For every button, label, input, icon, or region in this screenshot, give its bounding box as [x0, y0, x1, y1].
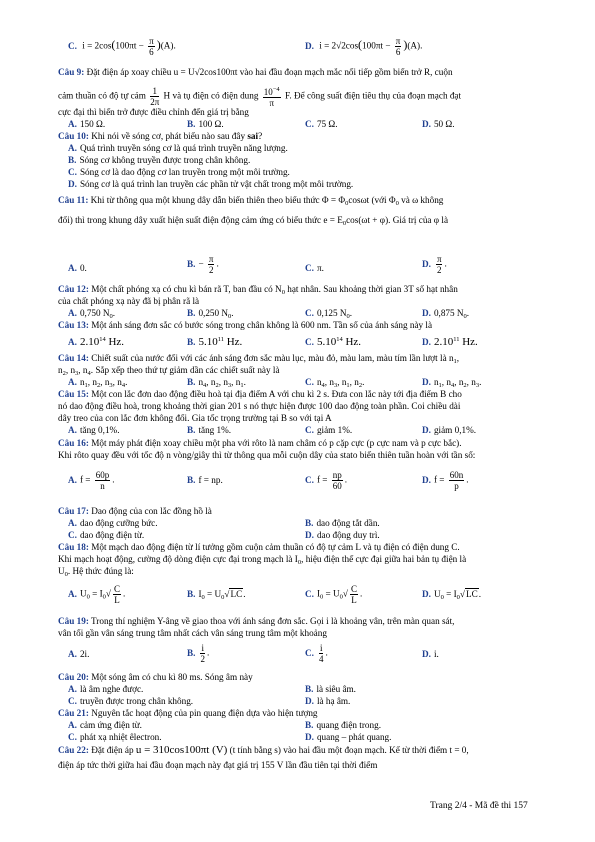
q9-option-d: D. 50 Ω.	[422, 119, 455, 129]
q19-option-c: C. $\frac{i}{4}$ .	[305, 643, 328, 664]
q21-option-a: A. cảm ứng điện từ.	[68, 720, 142, 730]
question-9-line2: cảm thuần có độ tự cảm $\frac{1}{2\pi}$ H và tụ điện có điện dung $\frac{10^{-4}}{\pi}$ F. Để công suất điện tiêu thụ của đoạn mạch đạt	[58, 86, 462, 108]
question-12-line2: của chất phóng xạ này đã bị phân rã là	[58, 296, 200, 306]
q13-option-b: B. 5.10$^{11}$ Hz.	[187, 336, 243, 348]
q11-option-d: D. $\frac{\pi}{2}$ .	[422, 254, 447, 275]
q10-option-d: D. Sóng cơ là quá trình lan truyền các phần tử vật chất trong một môi trường.	[68, 179, 354, 189]
q10-option-c: C. Sóng cơ là dao động cơ lan truyền trong một môi trường.	[68, 167, 290, 177]
question-9: Câu 9: Đặt điện áp xoay chiều u = U√2cos100πt vào hai đầu đoạn mạch mắc nối tiếp gồm biến trở R, cuộn	[58, 67, 453, 77]
q19-option-b: B. $\frac{i}{2}$ .	[187, 643, 210, 664]
question-12: Câu 12: Một chất phóng xạ có chu kì bán rã T, ban đầu có $N_0$ hạt nhân. Sau khoảng thời gian 3T số hạt nhân	[58, 284, 458, 296]
question-18: Câu 18: Một mạch dao động điện từ lí tưởng gồm cuộn cảm thuần có độ tự cảm L và tụ điện có điện dung C.	[58, 542, 460, 552]
q9-option-c: C. 75 Ω.	[305, 119, 338, 129]
q10-option-b: B. Sóng cơ không truyền được trong chân không.	[68, 155, 251, 165]
q14-option-a: A. $n_1$, $n_2$, $n_3$, $n_4$.	[68, 377, 128, 389]
q18-option-a: A. $U_0 = I_0√$ $\frac{C}{L}$ .	[68, 584, 126, 605]
question-15: Câu 15: Một con lắc đơn dao động điều hoà tại địa điểm A với chu kì 2 s. Đưa con lắc này tới địa điểm B cho	[58, 389, 462, 399]
question-20: Câu 20: Một sóng âm có chu kì 80 ms. Sóng âm này	[58, 672, 253, 682]
q21-option-c: C. phát xạ nhiệt êlectron.	[68, 732, 162, 742]
q18-option-b: B. $I_0 = U_0√LC$.	[187, 589, 246, 601]
q16-option-a: A. f = $\frac{60p}{n}$ .	[68, 470, 115, 491]
q11-option-a: A. 0.	[68, 263, 87, 273]
q11-option-b: B. − $\frac{\pi}{2}$ .	[187, 254, 219, 275]
question-9-line3: cực đại thì biến trở được điều chỉnh đến giá trị bằng	[58, 107, 249, 117]
q12-option-d: D. 0,875 $N_0$.	[422, 308, 470, 320]
question-17: Câu 17: Dao động của con lắc đồng hồ là	[58, 506, 212, 516]
q12-option-b: B. 0,250 $N_0$.	[187, 308, 234, 320]
question-14: Câu 14: Chiết suất của nước đối với các ánh sáng đơn sắc màu lục, màu đỏ, màu lam, màu tím lần lượt là $n_1$,	[58, 353, 460, 365]
q20-option-a: A. là âm nghe được.	[68, 684, 144, 694]
question-21: Câu 21: Nguyên tắc hoạt động của pin quang điện dựa vào hiện tượng	[58, 708, 318, 718]
q9-option-a: A. 150 Ω.	[68, 119, 106, 129]
q14-option-c: C. $n_4$, $n_3$, $n_1$, $n_2$.	[305, 377, 365, 389]
question-18-line3: $U_0$. Hệ thức đúng là:	[58, 566, 134, 578]
q14-option-d: D. $n_1$, $n_4$, $n_2$, $n_3$.	[422, 377, 482, 389]
q21-option-d: D. quang – phát quang.	[305, 732, 392, 742]
q18-option-c: C. $I_0 = U_0√$ $\frac{C}{L}$ .	[305, 584, 363, 605]
q18-option-d: D. $U_0 = I_0√LC$.	[422, 589, 482, 601]
q15-option-b: B. tăng 1%.	[187, 425, 232, 435]
question-18-line2: Khi mạch hoạt động, cường độ dòng điện cực đại trong mạch là $I_0$, hiệu điện thế cực đại giữa hai bản tụ điện là	[58, 554, 467, 566]
prev-option-d: D. i = 2√2cos(100πt − $\frac{\pi}{6}$ )(A).	[305, 36, 423, 57]
q20-option-d: D. là hạ âm.	[305, 696, 351, 706]
q10-option-a: A. Quá trình truyền sóng cơ là quá trình truyền năng lượng.	[68, 143, 288, 153]
question-15-line2: nó dao động điều hoà, trong khoảng thời gian 201 s nó thực hiện được 100 dao động toàn phần. Coi chiều dài	[58, 401, 461, 411]
question-22-line2: điện áp tức thời giữa hai đầu đoạn mạch này đạt giá trị 155 V lần đầu tiên tại thời điểm	[58, 760, 378, 770]
q12-option-c: C. 0,125 $N_0$.	[305, 308, 353, 320]
q17-option-d: D. dao động duy trì.	[305, 530, 380, 540]
q13-option-a: A. 2.10$^{14}$ Hz.	[68, 336, 125, 348]
q21-option-b: B. quang điện trong.	[305, 720, 381, 730]
q13-option-c: C. 5.10$^{14}$ Hz.	[305, 336, 362, 348]
question-22: Câu 22: Đặt điện áp u = 310cos100πt (V) (t tính bằng s) vào hai đầu một đoạn mạch. Kể từ thời điểm t = 0,	[58, 744, 469, 756]
question-14-line2: $n_2$, $n_3$, $n_4$. Sắp xếp theo thứ tự giảm dần các chiết suất này là	[58, 365, 280, 377]
prev-option-c: C. i = 2cos(100πt − $\frac{\pi}{6}$ )(A).	[68, 36, 176, 57]
q13-option-d: D. 2.10$^{11}$ Hz.	[422, 336, 478, 348]
q17-option-c: C. dao động điện từ.	[68, 530, 145, 540]
q19-option-a: A. 2i.	[68, 649, 90, 659]
q20-option-b: B. là siêu âm.	[305, 684, 356, 694]
page-footer: Trang 2/4 - Mã đề thi 157	[430, 801, 528, 811]
q9-option-b: B. 100 Ω.	[187, 119, 224, 129]
question-16: Câu 16: Một máy phát điện xoay chiều một pha với rôto là nam châm có p cặp cực (p cực nam và p cực bắc).	[58, 438, 462, 448]
q11-option-c: C. π.	[305, 263, 324, 273]
q15-option-d: D. giảm 0,1%.	[422, 425, 477, 435]
q16-option-b: B. f = np.	[187, 475, 223, 485]
question-15-line3: dây treo của con lắc đơn không đổi. Gia tốc trọng trường tại B so với tại A	[58, 413, 332, 423]
q17-option-a: A. dao động cưỡng bức.	[68, 518, 158, 528]
q20-option-c: C. truyền được trong chân không.	[68, 696, 194, 706]
q16-option-c: C. f = $\frac{np}{60}$ .	[305, 470, 348, 491]
q15-option-c: C. giảm 1%.	[305, 425, 353, 435]
question-19-line2: vân tối gần vân sáng trung tâm nhất cách vân sáng trung tâm một khoảng	[58, 628, 327, 638]
question-13: Câu 13: Một ánh sáng đơn sắc có bước sóng trong chân không là 600 nm. Tần số của ánh sáng này là	[58, 320, 433, 330]
q14-option-b: B. $n_4$, $n_2$, $n_3$, $n_1$.	[187, 377, 246, 389]
q17-option-b: B. dao động tắt dần.	[305, 518, 380, 528]
question-11: Câu 11: Khi từ thông qua một khung dây dẫn biến thiên theo biểu thức $\Phi = \Phi_0\cos\omega t$ (với $\Phi_0$ và ω không	[58, 195, 444, 207]
q16-option-d: D. f = $\frac{60n}{p}$ .	[422, 470, 469, 491]
question-19: Câu 19: Trong thí nghiệm Y-âng về giao thoa với ánh sáng đơn sắc. Gọi i là khoảng vân, trên màn quan sát,	[58, 616, 455, 626]
question-10: Câu 10: Khi nói về sóng cơ, phát biểu nào sau đây sai?	[58, 131, 263, 141]
question-16-line2: Khi rôto quay đều với tốc độ n vòng/giây thì từ thông qua mỗi cuộn dây của stato biến thiên tuần hoàn với tần số:	[58, 450, 476, 460]
q15-option-a: A. tăng 0,1%.	[68, 425, 120, 435]
q19-option-d: D. i.	[422, 649, 439, 659]
q12-option-a: A. 0,750 $N_0$.	[68, 308, 116, 320]
question-11-line2: đổi) thì trong khung dây xuất hiện suất điện động cảm ứng có biểu thức $e = E_0\cos(\omega t + \varphi)$. Giá trị của φ là	[58, 215, 449, 227]
